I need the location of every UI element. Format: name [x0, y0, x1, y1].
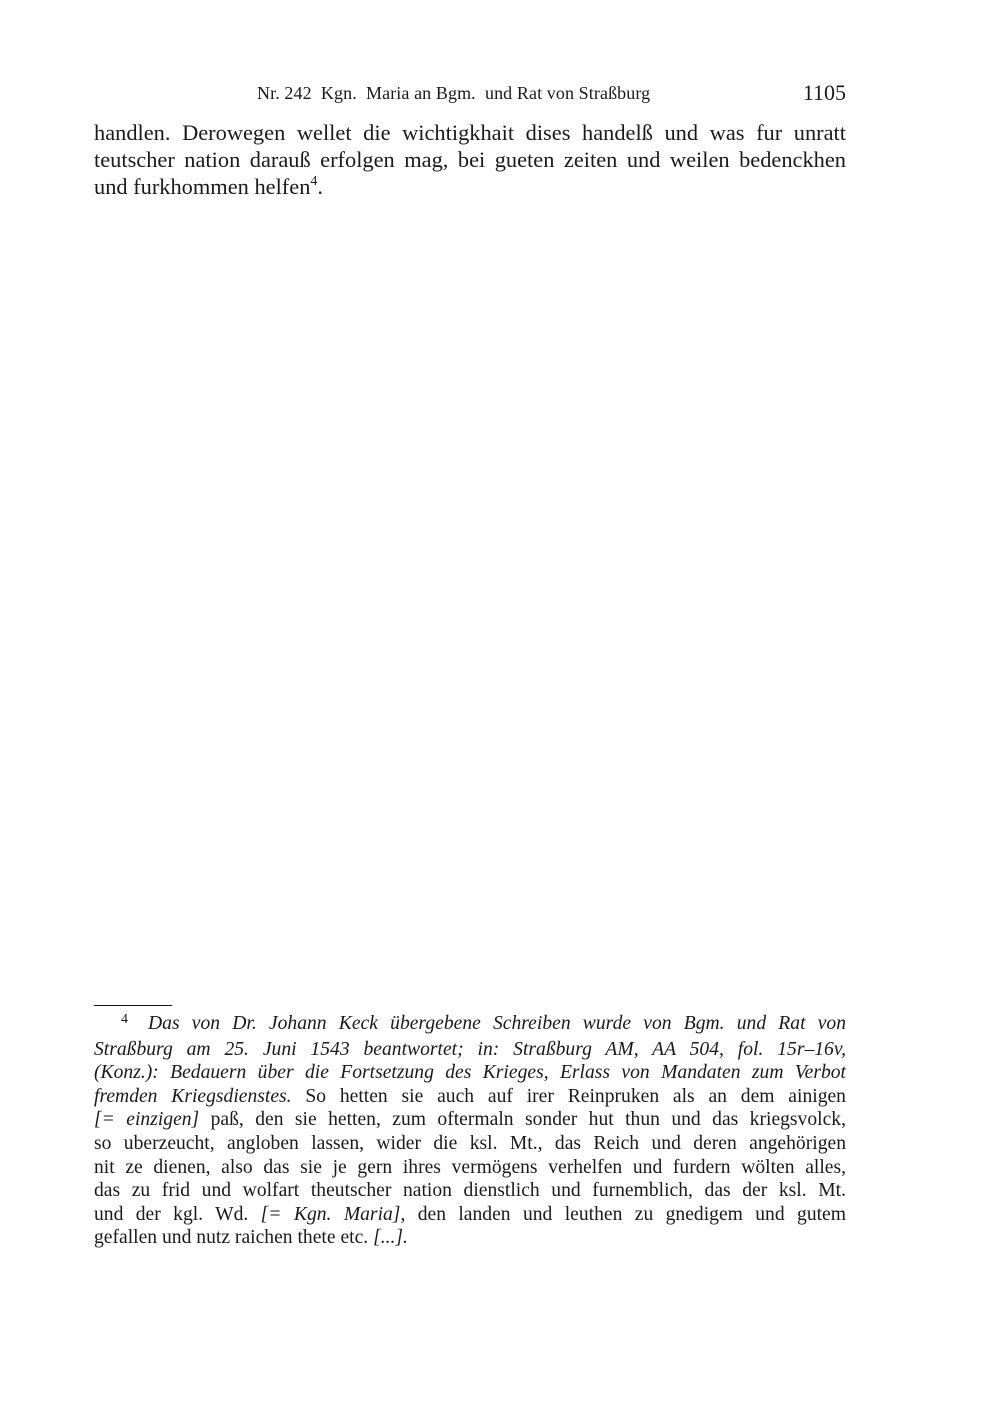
editorial-gloss: [= einzigen] [94, 1109, 200, 1131]
footnote-line: nit ze dienen, also das sie je gern ihres vermögens verhelfen und furdern wölten alles, [94, 1156, 846, 1178]
footnote-line: das zu frid und wolfart theutscher nation dienstlich und furnemblich, das der ksl. Mt. [94, 1180, 846, 1202]
footnote-reference[interactable]: 4 [310, 174, 318, 189]
footnote-text-italic: fremden Kriegsdienstes. [94, 1085, 292, 1107]
footnote-line [94, 1203, 846, 1227]
editorial-omission: [...]. [373, 1227, 408, 1249]
editorial-gloss: [= Kgn. Maria] [260, 1203, 401, 1225]
footnote-line [94, 1012, 846, 1038]
main-text-line-last [94, 173, 846, 200]
main-text-line-content: und furkhommen helfen [94, 174, 311, 199]
running-title: Nr. 242 Kgn. Maria an Bgm. und Rat von Straßburg [257, 83, 651, 103]
footnote-text-roman: So hetten sie auch auf irer Reinpruken als an dem ainigen [291, 1085, 846, 1107]
footnote-text-roman: und der kgl. Wd. [94, 1203, 261, 1225]
footnote-line [94, 1108, 846, 1132]
footnote-text-italic: Das von Dr. Johann Keck übergebene Schreiben wurde von Bgm. und Rat von [148, 1013, 846, 1034]
main-text-line: teutscher nation darauß erfolgen mag, bei gueten zeiten und weilen bedenckhen [94, 147, 846, 172]
page-number: 1105 [802, 80, 846, 105]
main-text-line: handlen. Derowegen wellet die wichtigkhait dises handelß und was fur unratt [94, 120, 846, 145]
end-punctuation: . [317, 174, 323, 199]
footnote-line: so uberzeucht, angloben lassen, wider die ksl. Mt., das Reich und deren angehörigen [94, 1132, 846, 1154]
footnote-4 [94, 1012, 846, 1250]
footnote-divider [94, 1005, 172, 1006]
footnote-text-roman: gefallen und nutz raichen thete etc. [94, 1227, 374, 1249]
footnote-line: Straßburg am 25. Juni 1543 beantwortet; in: Straßburg AM, AA 504, fol. 15r–16v, [94, 1038, 846, 1060]
footnote-line: (Konz.): Bedauern über die Fortsetzung des Krieges, Erlass von Mandaten zum Verbot [94, 1062, 846, 1084]
main-text [94, 119, 846, 200]
footnote-number: 4 [121, 1012, 128, 1027]
footnote-line-last [94, 1226, 846, 1250]
footnote-text-roman: , den landen und leuthen zu gnedigem und gutem [400, 1203, 846, 1225]
footnote-line [94, 1085, 846, 1109]
running-head [94, 80, 846, 106]
footnote-text-roman: paß, den sie hetten, zum oftermaln sonder hut thun und das kriegsvolck, [199, 1109, 846, 1131]
